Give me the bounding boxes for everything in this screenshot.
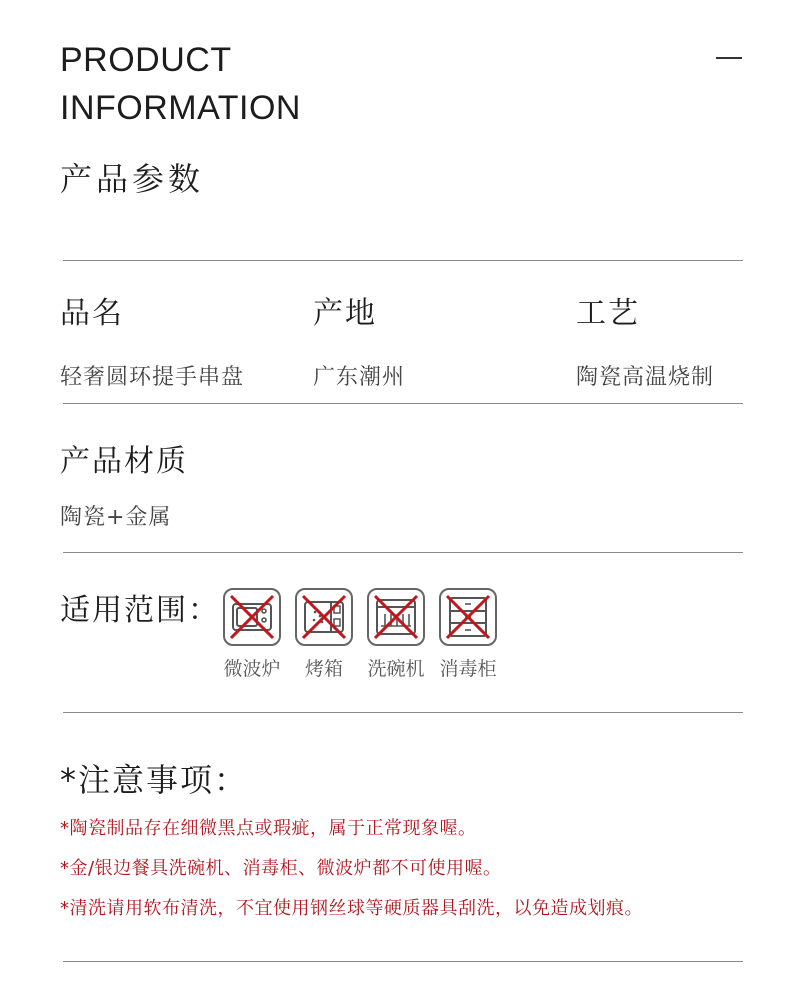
- spec-value: 轻奢圆环提手串盘: [60, 365, 245, 390]
- spec-label: 工艺: [576, 296, 640, 331]
- note-item: *清洗请用软布清洗，不宜使用钢丝球等硬质器具刮洗，以免造成划痕。: [60, 898, 643, 919]
- divider: [63, 712, 743, 713]
- usage-item-label: 洗碗机: [367, 658, 425, 680]
- dishwasher-icon: [367, 588, 425, 646]
- material-value: 陶瓷+金属: [60, 505, 172, 530]
- note-item: *金/银边餐具洗碗机、消毒柜、微波炉都不可使用喔。: [60, 858, 502, 879]
- usage-item-label: 消毒柜: [439, 658, 497, 680]
- spec-value: 广东潮州: [313, 365, 406, 390]
- notes-title: *注意事项：: [60, 761, 249, 799]
- usage-item-label: 微波炉: [223, 658, 281, 680]
- usage-item-dishwasher: [366, 588, 426, 681]
- spec-label: 产地: [313, 296, 377, 331]
- spec-column-name: [60, 288, 244, 391]
- usage-item-label: 烤箱: [304, 658, 343, 680]
- divider: [63, 961, 743, 962]
- section-subtitle: 产品参数: [60, 160, 205, 198]
- spec-label: 品名: [60, 296, 124, 331]
- material-label: 产品材质: [60, 444, 188, 479]
- usage-icons-row: [222, 588, 498, 681]
- title-line-1: PRODUCT: [60, 41, 232, 79]
- divider: [63, 403, 743, 404]
- usage-item-microwave: [222, 588, 282, 681]
- usage-item-sterilizer: [438, 588, 498, 681]
- page-title: [60, 36, 460, 132]
- spec-value: 陶瓷高温烧制: [576, 365, 715, 390]
- oven-icon: [295, 588, 353, 646]
- title-line-2: INFORMATION: [60, 89, 301, 127]
- spec-column-craft: [576, 288, 714, 391]
- divider: [63, 260, 743, 261]
- note-item: *陶瓷制品存在细微黑点或瑕疵，属于正常现象喔。: [60, 818, 477, 839]
- usage-item-oven: [294, 588, 354, 681]
- spec-column-origin: [313, 288, 405, 391]
- divider: [63, 552, 743, 553]
- microwave-icon: [223, 588, 281, 646]
- sterilizer-cabinet-icon: [439, 588, 497, 646]
- usage-label: 适用范围：: [60, 593, 220, 628]
- collapse-toggle-icon[interactable]: [716, 57, 742, 59]
